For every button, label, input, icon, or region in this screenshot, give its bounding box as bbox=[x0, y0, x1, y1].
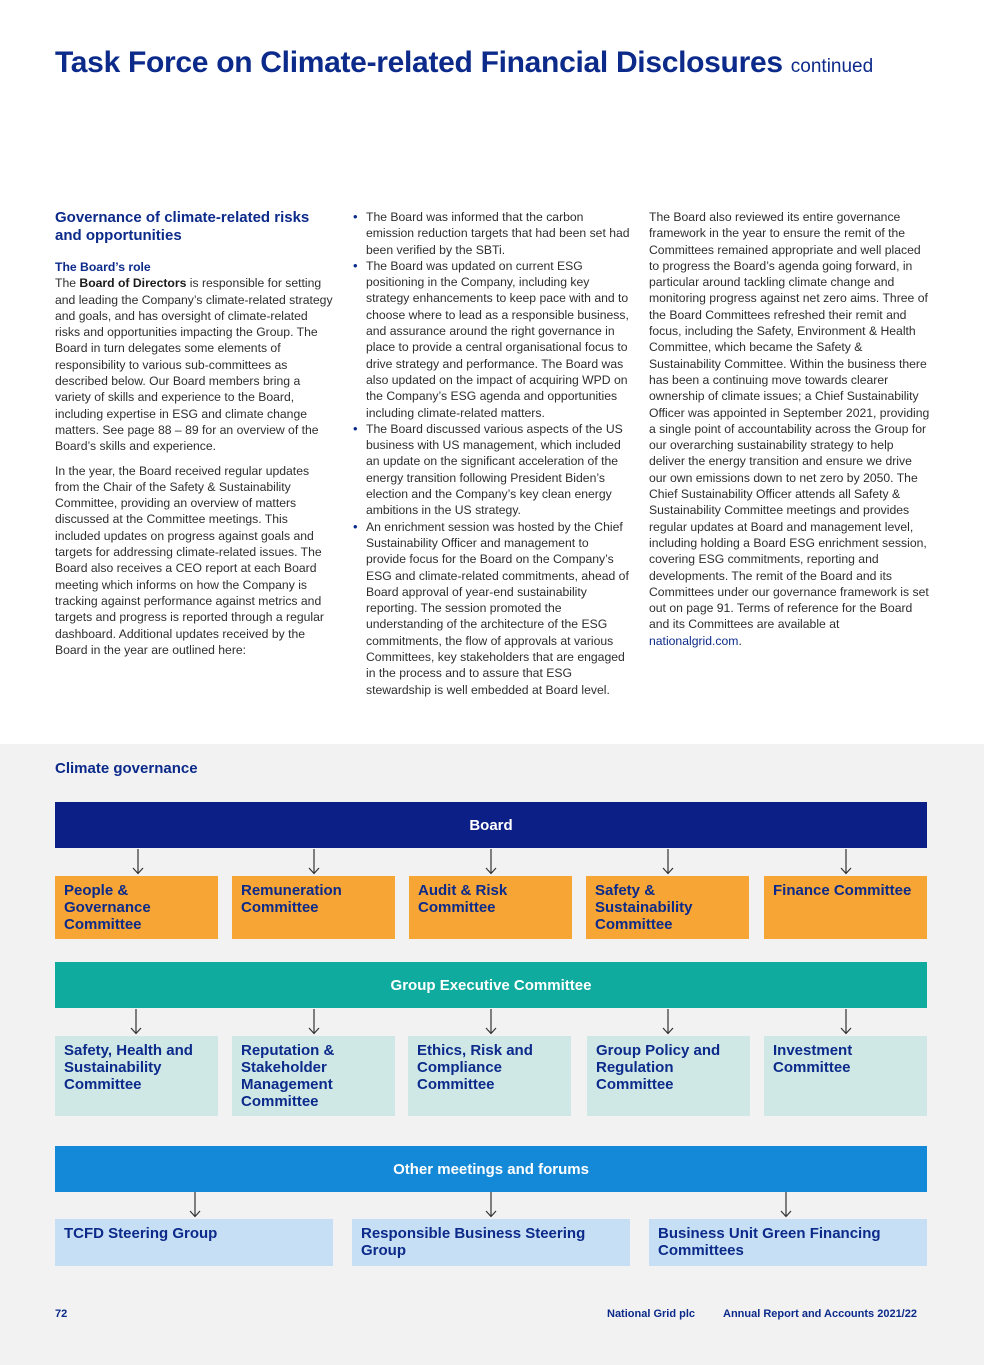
arrow-down-icon bbox=[485, 1009, 497, 1035]
sub-heading-boards-role: The Board’s role bbox=[55, 260, 151, 274]
forum-box: TCFD Steering Group bbox=[55, 1219, 333, 1266]
other-meetings-bar: Other meetings and forums bbox=[55, 1146, 927, 1192]
board-updates-list bbox=[352, 209, 632, 698]
forum-box: Business Unit Green Financing Committees bbox=[649, 1219, 927, 1266]
arrow-down-icon bbox=[485, 1192, 497, 1218]
column-2 bbox=[352, 209, 632, 698]
arrow-down-icon bbox=[840, 849, 852, 875]
arrow-down-icon bbox=[308, 1009, 320, 1035]
footer-company: National Grid plc bbox=[607, 1308, 696, 1320]
arrow-down-icon bbox=[662, 849, 674, 875]
executive-committee-box: Investment Committee bbox=[764, 1036, 927, 1116]
arrow-down-icon bbox=[780, 1192, 792, 1218]
board-committee-box: People & Governance Committee bbox=[55, 876, 218, 939]
title-suffix: continued bbox=[790, 56, 874, 77]
arrow-down-icon bbox=[662, 1009, 674, 1035]
page-title: Task Force on Climate-related Financial Disclosures continued bbox=[55, 46, 874, 79]
nationalgrid-link[interactable]: nationalgrid.com bbox=[649, 633, 739, 648]
group-executive-committee-bar: Group Executive Committee bbox=[55, 962, 927, 1008]
arrow-down-icon bbox=[840, 1009, 852, 1035]
executive-committee-box: Reputation & Stakeholder Management Committee bbox=[232, 1036, 395, 1116]
list-item: • The Board was updated on current ESG positioning in the Company, including key strategy enhancements to keep pace with and to choose where to lead as a responsible business, and assurance around the right governance in place to provide a central organisational focus to drive strategy and performance. The Board was also updated on the impact of acquiring WPD on the Company’s ESG agenda and opportunities including climate-related matters. bbox=[352, 258, 632, 421]
arrow-down-icon bbox=[130, 1009, 142, 1035]
board-committee-box: Audit & Risk Committee bbox=[409, 876, 572, 939]
list-item: • The Board was informed that the carbon emission reduction targets that had been set had been verified by the SBTi. bbox=[352, 209, 632, 258]
column-3 bbox=[649, 209, 931, 649]
board-committee-box: Remuneration Committee bbox=[232, 876, 395, 939]
executive-committee-box: Group Policy and Regulation Committee bbox=[587, 1036, 750, 1116]
column-1 bbox=[55, 209, 335, 666]
board-bar: Board bbox=[55, 802, 927, 848]
board-role-paragraph: The Board of Directors is responsible for setting and leading the Company’s climate-related strategy and goals, and has oversight of climate-related risks and opportunities impacting the Group. The Board in turn delegates some elements of responsibility to various sub-committees as described below. Our Board members bring a variety of skills and experience to the Board, including expertise in ESG and climate change matters. See page 88 – 89 for an overview of the Board’s skills and experience. bbox=[55, 276, 333, 454]
list-item: • An enrichment session was hosted by the Chief Sustainability Officer and management to provide focus for the Board on the Company’s ESG and climate-related commitments, ahead of Board approval of year-end sustainability reporting. The session promoted the understanding of the architecture of the ESG commitments, the flow of approvals at various Committees, key stakeholders that are engaged in the process and to assure that ESG stewardship is well embedded at Board level. bbox=[352, 519, 632, 698]
board-committee-box: Finance Committee bbox=[764, 876, 927, 939]
arrow-down-icon bbox=[132, 849, 144, 875]
diagram-title: Climate governance bbox=[55, 760, 198, 777]
arrow-down-icon bbox=[485, 849, 497, 875]
board-committee-box: Safety & Sustainability Committee bbox=[586, 876, 749, 939]
section-heading: Governance of climate-related risks and opportunities bbox=[55, 209, 310, 244]
arrow-down-icon bbox=[308, 849, 320, 875]
executive-committee-box: Safety, Health and Sustainability Committee bbox=[55, 1036, 218, 1116]
forum-box: Responsible Business Steering Group bbox=[352, 1219, 630, 1266]
arrow-down-icon bbox=[189, 1192, 201, 1218]
executive-committee-box: Ethics, Risk and Compliance Committee bbox=[408, 1036, 571, 1116]
footer-report-title: Annual Report and Accounts 2021/22 bbox=[723, 1308, 917, 1320]
governance-review-paragraph: The Board also reviewed its entire governance framework in the year to ensure the remit of the Committees remained appropriate and well placed to progress the Board’s agenda going forward, in particular around tackling climate change and monitoring progress against net zero aims. Three of the Board Committees refreshed their remit and focus, including the Safety, Environment & Health Committee, which became the Safety & Sustainability Committee. Within the business there has been a continuing move towards clearer ownership of climate issues; a Chief Sustainability Officer was appointed in September 2021, providing a single point of accountability across the Group for our overarching sustainability strategy to help deliver the energy transition and ensure we drive our own emissions down to net zero by 2050. The Chief Sustainability Officer attends all Safety & Sustainability Committee meetings and provides regular updates at Board and management level, including holding a Board ESG enrichment session, covering ESG commitments, reporting and developments. The remit of the Board and its Committees under our governance framework is set out on page 91. Terms of reference for the Board and its Committees are available at nationalgrid.com. bbox=[649, 210, 930, 648]
board-updates-paragraph: In the year, the Board received regular updates from the Chair of the Safety & Sustainability Committee, providing an overview of matters discussed at the Committee meetings. This included updates on progress against goals and targets for addressing climate-related issues. The Board also receives a CEO report at each Board meeting which informs on how the Company is tracking against performance against metrics and targets and progress is reported through a regular dashboard. Additional updates received by the Board in the year are outlined here: bbox=[55, 463, 324, 657]
page-number: 72 bbox=[55, 1308, 68, 1320]
list-item: • The Board discussed various aspects of the US business with US management, which included an update on the significant acceleration of the energy transition following President Biden’s election and the Company’s key clean energy ambitions in the US strategy. bbox=[352, 421, 632, 519]
climate-governance-diagram bbox=[0, 744, 984, 1365]
